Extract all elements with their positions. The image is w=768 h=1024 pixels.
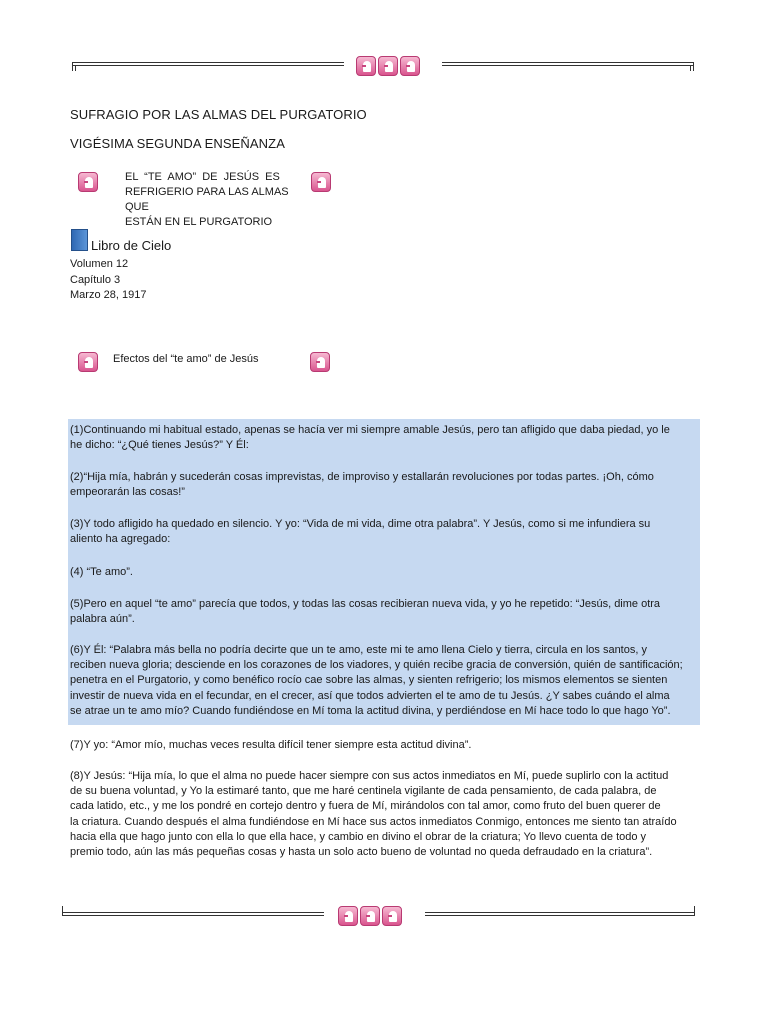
text-line: empeorarán las cosas!” [70, 486, 185, 499]
info-icon [356, 56, 376, 76]
info-icon [311, 172, 331, 192]
info-icon [310, 352, 330, 372]
book-icon [71, 229, 88, 251]
paragraph-6 [70, 643, 698, 719]
text-line: (6)Y Él: “Palabra más bella no podría decirte que un te amo, este mi te amo llena Cielo y tierra, circula en los santos, y [70, 644, 647, 656]
text-line: he dicho: “¿Qué tienes Jesús?” Y Él: [70, 439, 249, 452]
text-line: cada latido, etc., y me los pondré en cortejo dentro y fuera de Mí, mirándolos con tal amor, como fruto del buen querer de [70, 800, 661, 813]
paragraph-5 [70, 597, 698, 627]
info-icon [378, 56, 398, 76]
info-icon [78, 352, 98, 372]
document-subtitle: VIGÉSIMA SEGUNDA ENSEÑANZA [70, 136, 285, 151]
text-line: reciben nueva gloria; desciende en los corazones de los viadores, y quién recibe gracia de conversión, quién de santificación; [70, 659, 683, 672]
paragraph-4 [70, 565, 698, 580]
book-volume: Volumen 12 [70, 258, 129, 270]
text-line: (3)Y todo afligido ha quedado en silencio. Y yo: “Vida de mi vida, dime otra palabra”. Y Jesús, como si me infundiera su [70, 518, 651, 530]
top-rule-left [72, 62, 344, 70]
paragraph-2 [70, 470, 698, 500]
book-date: Marzo 28, 1917 [70, 289, 147, 301]
text-line: hacia ella que hago junto con ella lo que ella hace, y cambio en divino el obrar de la criatura; Yo llevo cuenta de todo y [70, 830, 647, 843]
text-line: de su buena voluntad, y Yo la estimaré tanto, que me haré centinela vigilante de cada pensamiento, de cada palabra, de [70, 785, 657, 798]
info-icon [78, 172, 98, 192]
bottom-rule-left [62, 912, 324, 920]
text-line: aliento ha agregado: [70, 533, 171, 546]
text-line: se atrae un te amo mío? Cuando fundiéndose en Mí toma la actitud divina, y perdiéndose en Mí hace todo lo que hago Yo”. [70, 704, 671, 717]
text-line: investir de nueva vida en el fecundar, en el crecer, así que todos advierten el te amo de tu Jesús. ¿Y sabes cuándo el alma [70, 689, 670, 702]
document-title: SUFRAGIO POR LAS ALMAS DEL PURGATORIO [70, 107, 367, 122]
paragraph-7 [70, 738, 698, 753]
topic-line: ESTÁN EN EL PURGATORIO [125, 216, 273, 228]
info-icon [382, 906, 402, 926]
topic-box [125, 170, 297, 230]
topic-line: EL “TE AMO” DE JESÚS ES [125, 171, 280, 183]
text-line: (1)Continuando mi habitual estado, apenas se hacía ver mi siempre amable Jesús, pero tan afligido que daba piedad, yo le [70, 424, 670, 436]
paragraph-8 [70, 769, 698, 860]
info-icon [400, 56, 420, 76]
text-line: la criatura. Cuando después el alma fundiéndose en Mí hace sus actos inmediatos Conmigo, entonces me siento tan atraído [70, 815, 677, 828]
text-line: palabra aún”. [70, 613, 135, 626]
text-line: premio todo, aún las más pequeñas cosas y hasta un solo acto bueno de voluntad no queda defraudado en la criatura”. [70, 846, 653, 859]
bottom-rule-right [425, 912, 695, 920]
text-line: (7)Y yo: “Amor mío, muchas veces resulta difícil tener siempre esta actitud divina”. [70, 739, 472, 751]
text-line: (8)Y Jesús: “Hija mía, lo que el alma no puede hacer siempre con sus actos inmediatos en Mí, puede suplirlo con la actitud [70, 770, 669, 782]
info-icon [338, 906, 358, 926]
top-rule-right [442, 62, 694, 70]
paragraph-3 [70, 517, 698, 547]
book-title: Libro de Cielo [91, 238, 172, 253]
text-line: (2)“Hija mía, habrán y sucederán cosas imprevistas, de improviso y estallarán revoluciones por todas partes. ¡Oh, cómo [70, 471, 654, 483]
effects-heading: Efectos del “te amo” de Jesús [113, 353, 259, 365]
text-line: (5)Pero en aquel “te amo” parecía que todos, y todas las cosas recibieran nueva vida, y yo he repetido: “Jesús, dime otra [70, 598, 661, 610]
info-icon [360, 906, 380, 926]
book-chapter: Capítulo 3 [70, 274, 121, 286]
text-line: (4) “Te amo”. [70, 566, 133, 578]
text-line: penetra en el Purgatorio, y como benéfico rocío cae sobre las almas, y sienten refrigerio; los mismos elementos se sienten [70, 674, 668, 687]
paragraph-1 [70, 423, 698, 453]
topic-line: REFRIGERIO PARA LAS ALMAS QUE [125, 186, 289, 213]
